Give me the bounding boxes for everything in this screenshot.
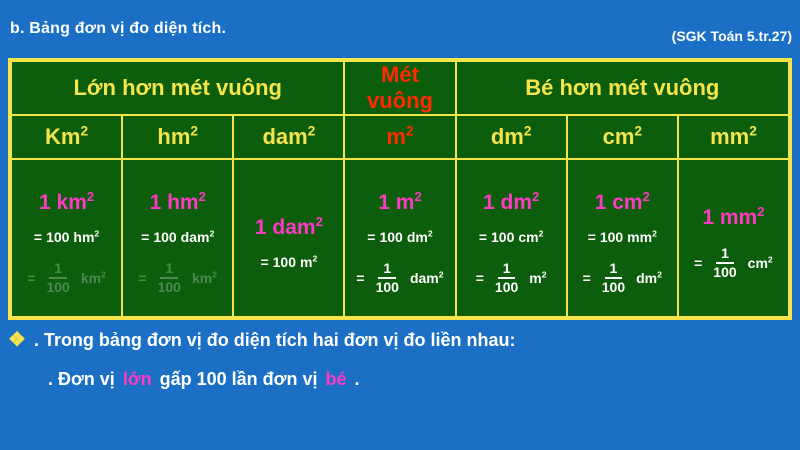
fraction: $\frac{1}{100}$ xyxy=(375,260,399,295)
unit-symbol-m2: $m^2$ xyxy=(344,115,455,159)
note-text-2-part2: gấp 100 lần đơn vị xyxy=(159,369,318,389)
unit-symbol-km2: Km$^2$ xyxy=(11,115,122,159)
unit-symbol-dam2: dam$^2$ xyxy=(233,115,344,159)
fraction: $\frac{1}{100}$ xyxy=(494,260,519,295)
fraction: $\frac{1}{100}$ xyxy=(46,260,70,295)
diamond-bullet-icon: ❖ xyxy=(8,329,26,351)
conversion-list-cm2 xyxy=(568,229,677,294)
conversion-equation-fraction: = $\frac{1}{100}$ $dm^2$ xyxy=(582,260,662,295)
group-header-square-meter: Mét vuông xyxy=(344,61,455,115)
note-line-1 xyxy=(8,330,792,351)
note-text-1: . Trong bảng đơn vị đo diện tích hai đơn vị đo liền nhau: xyxy=(33,330,516,350)
unit-value-m2: 1 $m^2$ xyxy=(378,189,422,215)
unit-symbol-cm2: $cm^2$ xyxy=(567,115,678,159)
conversion-cell-dam2 xyxy=(233,159,344,317)
group-header-smaller: Bé hơn mét vuông xyxy=(456,61,789,115)
note-line-2 xyxy=(8,369,792,390)
conversion-cell-dm2 xyxy=(456,159,567,317)
conversion-list-km2 xyxy=(12,229,121,294)
conversion-equation-fraction: = $\frac{1}{100}$ $km^2$ xyxy=(27,260,106,295)
units-table-container xyxy=(8,58,792,320)
conversion-equation: = 100 $mm^2$ xyxy=(587,228,657,246)
conversion-list-mm2 xyxy=(679,246,788,279)
conversion-list-dm2 xyxy=(457,229,566,294)
conversion-equation-fraction: = $\frac{1}{100}$ dam$^2$ xyxy=(356,260,444,295)
page-title: b. Bảng đơn vị đo diện tích. xyxy=(10,20,227,37)
conversion-cell-km2 xyxy=(11,159,122,317)
unit-value-km2: 1 $km^2$ xyxy=(39,189,95,215)
fraction: $\frac{1}{100}$ xyxy=(157,260,181,295)
conversion-cell-m2 xyxy=(344,159,455,317)
conversion-equation: = 100 $dm^2$ xyxy=(367,228,433,246)
unit-value-cm2: 1 $cm^2$ xyxy=(594,189,650,215)
group-header-larger: Lớn hơn mét vuông xyxy=(11,61,344,115)
table-row-symbols xyxy=(11,115,789,159)
table-row-conversions xyxy=(11,159,789,317)
source-reference: (SGK Toán 5.tr.27) xyxy=(671,28,792,44)
unit-value-dm2: 1 $dm^2$ xyxy=(483,189,540,215)
unit-value-mm2: 1 $mm^2$ xyxy=(702,204,765,230)
conversion-equation-fraction: = $\frac{1}{100}$ $m^2$ xyxy=(475,260,547,295)
conversion-cell-cm2 xyxy=(567,159,678,317)
fraction: $\frac{1}{100}$ xyxy=(713,245,737,280)
conversion-list-m2 xyxy=(345,229,454,294)
header xyxy=(0,0,800,52)
fraction: $\frac{1}{100}$ xyxy=(601,260,626,295)
table-row-groups xyxy=(11,61,789,115)
unit-symbol-hm2: $hm^2$ xyxy=(122,115,233,159)
conversion-equation-fraction: = $\frac{1}{100}$ $cm^2$ xyxy=(694,245,773,280)
units-table xyxy=(10,60,790,318)
notes-section xyxy=(8,330,792,390)
conversion-equation: = 100 $hm^2$ xyxy=(33,228,100,246)
unit-symbol-mm2: $mm^2$ xyxy=(678,115,789,159)
note-text-2-end: . xyxy=(354,369,360,389)
conversion-list-dam2 xyxy=(234,254,343,270)
conversion-list-hm2 xyxy=(123,229,232,294)
unit-value-dam2: 1 dam$^2$ xyxy=(254,214,323,239)
conversion-cell-mm2 xyxy=(678,159,789,317)
conversion-equation: = 100 $cm^2$ xyxy=(478,228,544,246)
note-highlight-big: lớn xyxy=(122,369,152,389)
note-highlight-small: bé xyxy=(325,369,347,389)
conversion-cell-hm2 xyxy=(122,159,233,317)
unit-symbol-dm2: $dm^2$ xyxy=(456,115,567,159)
note-text-2-part1: . Đơn vị xyxy=(48,369,115,389)
conversion-equation: = 100 $m^2$ xyxy=(260,253,318,270)
conversion-equation: = 100 dam$^2$ xyxy=(141,228,215,246)
unit-value-hm2: 1 $hm^2$ xyxy=(149,189,206,215)
conversion-equation-fraction: = $\frac{1}{100}$ $km^2$ xyxy=(138,260,218,295)
